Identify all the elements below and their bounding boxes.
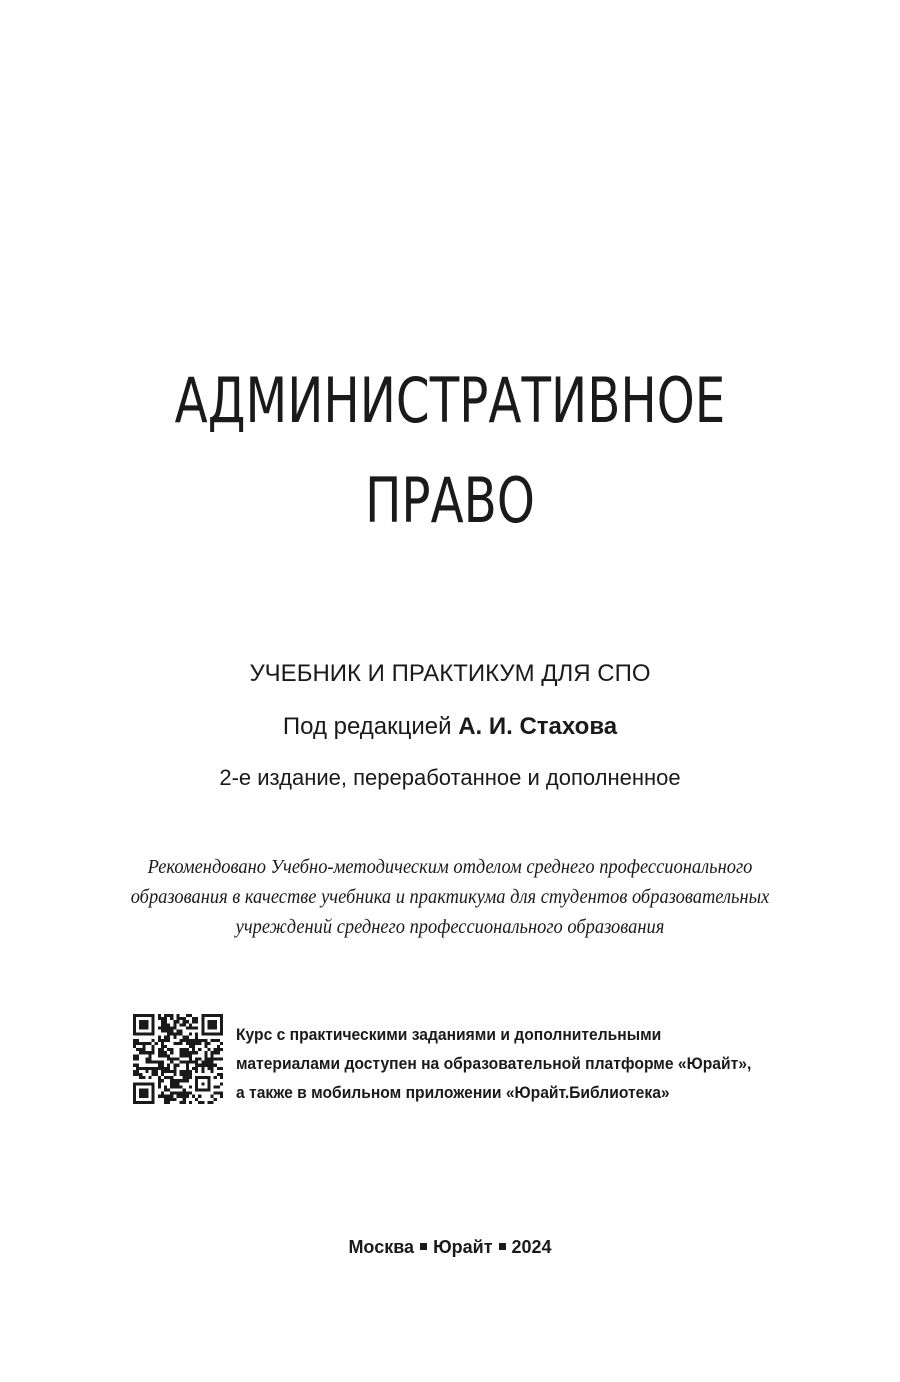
- course-note-line: Курс с практическими заданиями и дополнительными: [236, 1025, 662, 1044]
- imprint-city: Москва: [348, 1237, 415, 1257]
- separator-square-icon: [420, 1243, 427, 1250]
- recommendation-line: Рекомендовано Учебно-методическим отделом среднего профессионального: [147, 856, 753, 878]
- edition-line: 2-е издание, переработанное и дополненное: [219, 765, 681, 790]
- separator-square-icon: [499, 1243, 506, 1250]
- imprint-year: 2024: [511, 1237, 552, 1257]
- imprint-publisher: Юрайт: [433, 1237, 493, 1257]
- qr-code-icon[interactable]: [133, 1014, 223, 1104]
- editor-line: [0, 713, 900, 741]
- recommendation-line: учреждений среднего профессионального образования: [235, 916, 665, 938]
- editor-prefix: Под редакцией: [282, 713, 452, 740]
- recommendation-line: образования в качестве учебника и практикума для студентов образовательных: [130, 886, 770, 908]
- course-note-line: материалами доступен на образовательной платформе «Юрайт»,: [236, 1054, 752, 1073]
- book-subtitle: УЧЕБНИК И ПРАКТИКУМ ДЛЯ СПО: [249, 660, 651, 687]
- editor-name: А. И. Стахова: [458, 713, 618, 740]
- book-title-line-2: ПРАВО: [365, 464, 535, 537]
- imprint-line: [0, 1237, 900, 1258]
- course-note-line: а также в мобильном приложении «Юрайт.Библиотека»: [236, 1083, 670, 1102]
- course-availability-note: [236, 1020, 751, 1107]
- recommendation-block: [45, 852, 855, 942]
- book-title-line-1: АДМИНИСТРАТИВНОЕ: [174, 364, 726, 437]
